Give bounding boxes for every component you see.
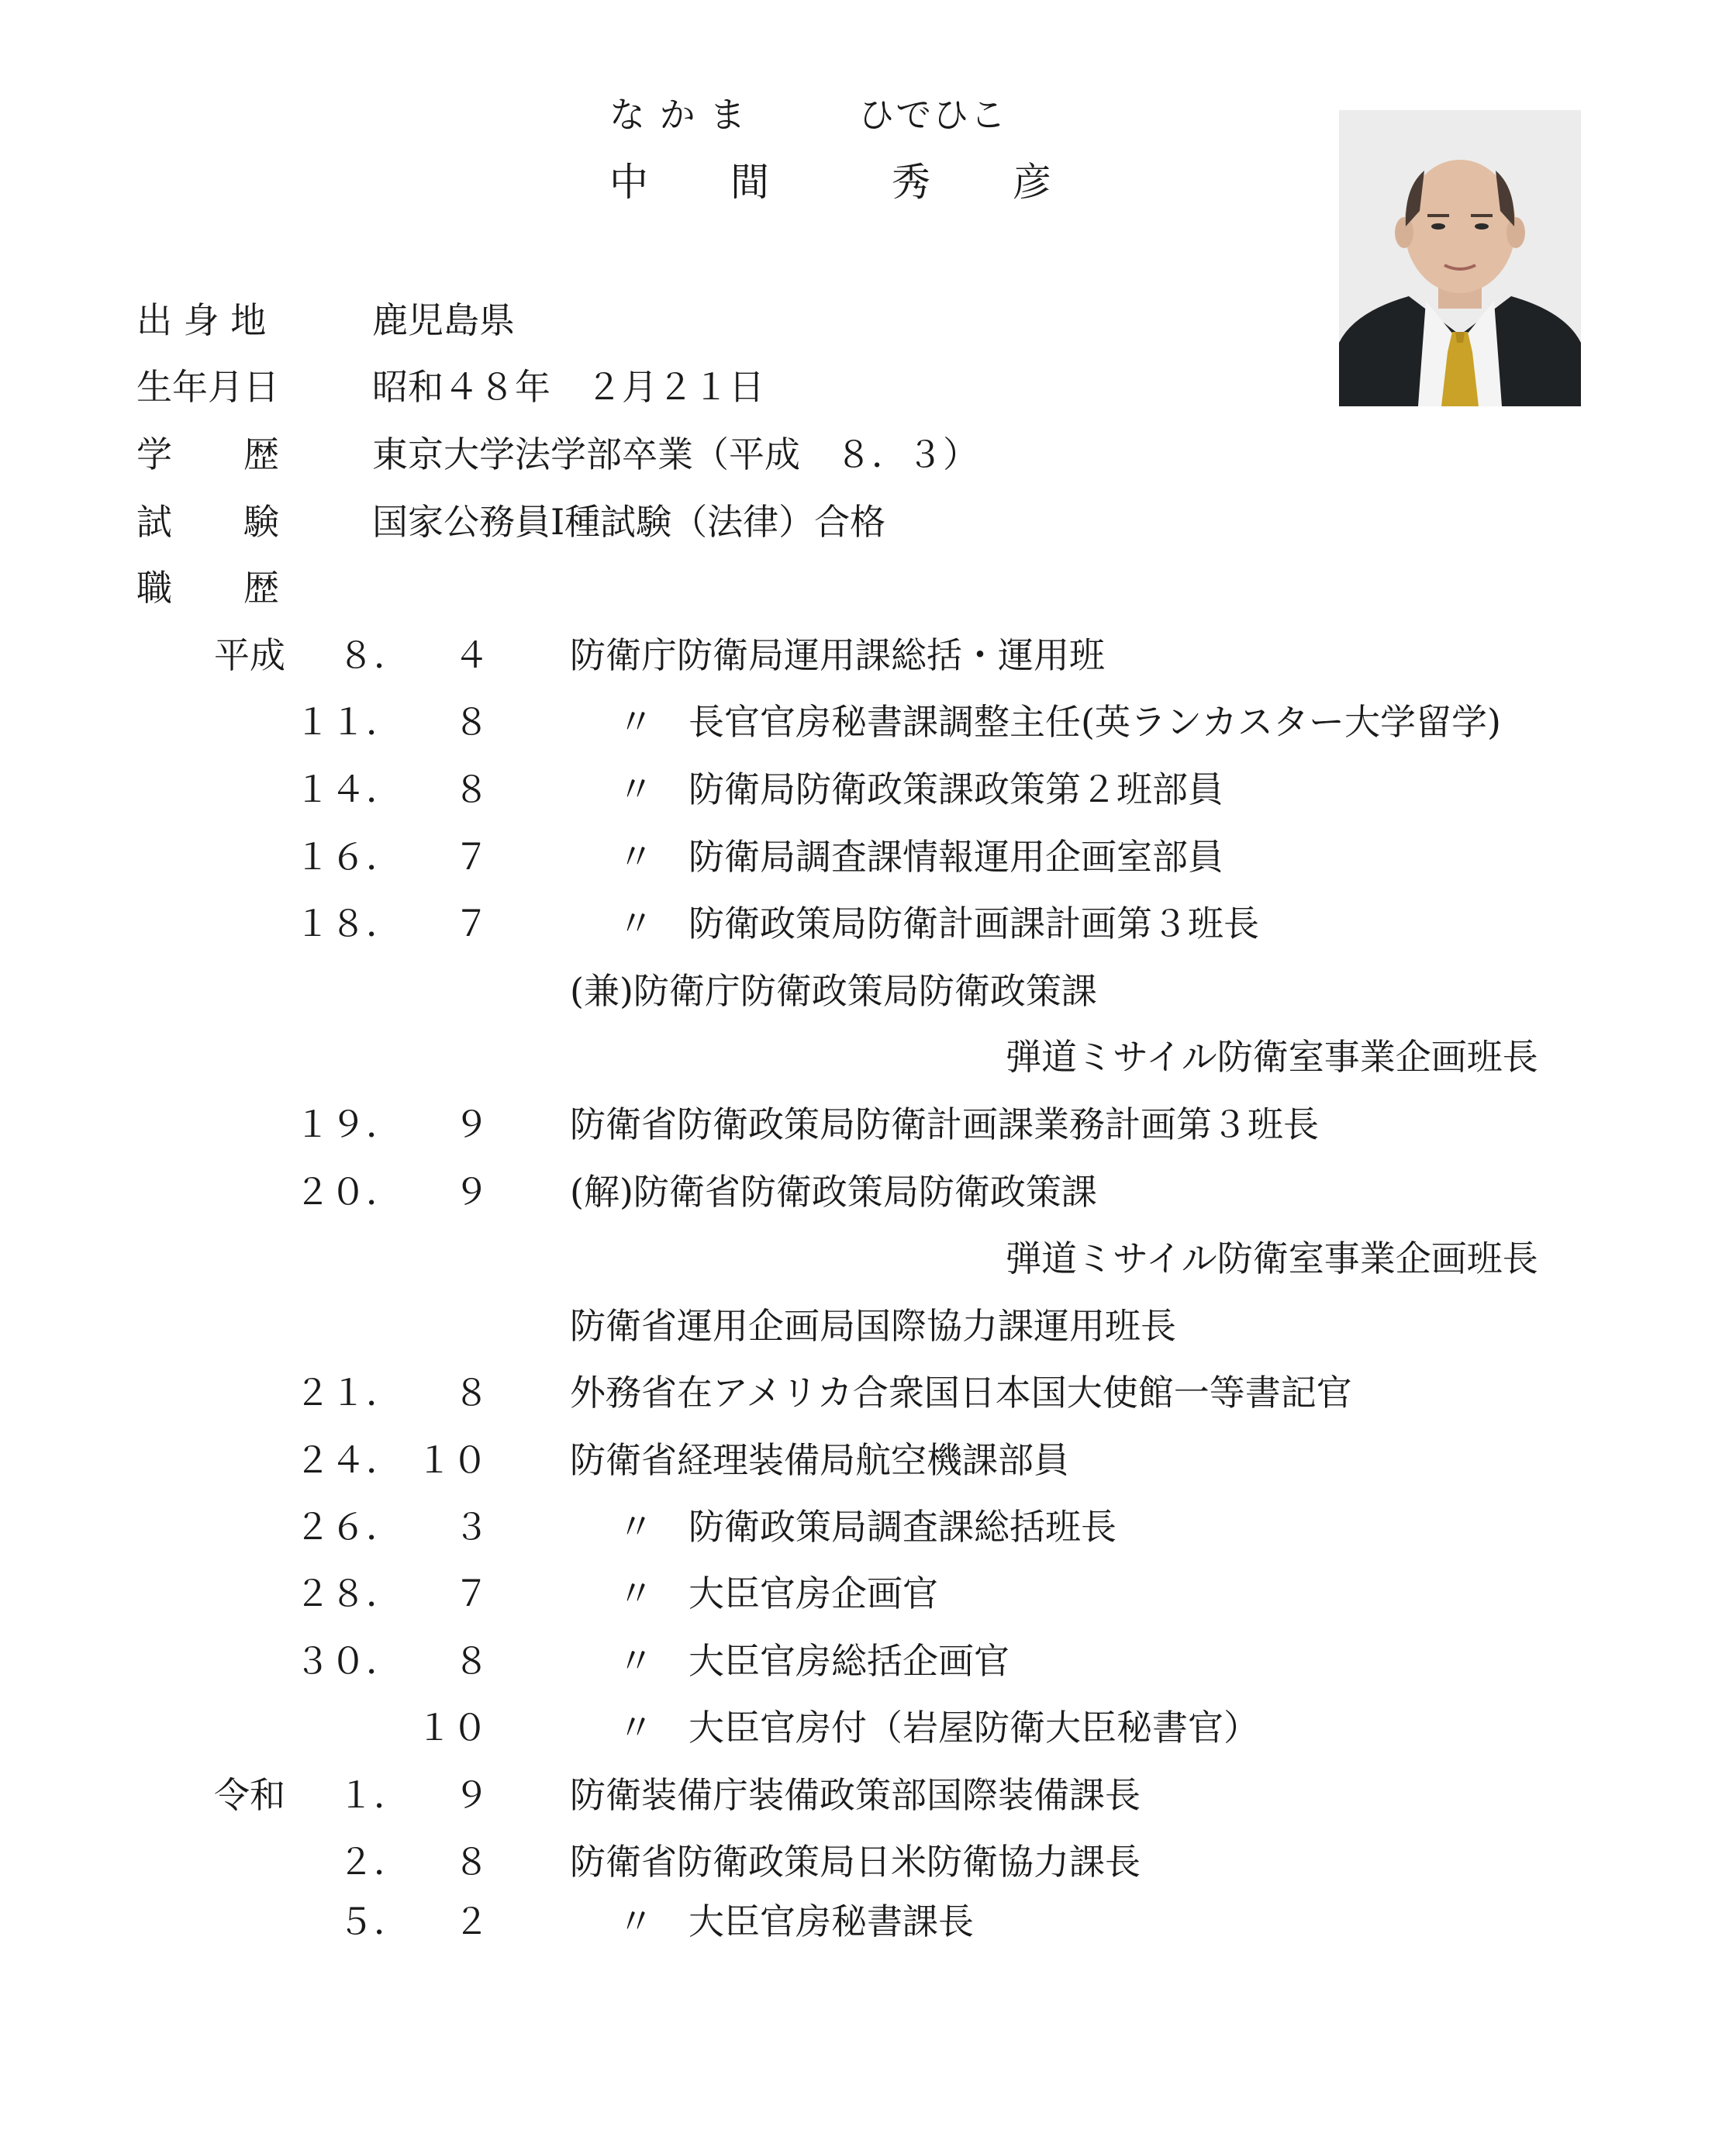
career-position: 防衛庁防衛局運用課総括・運用班 — [570, 634, 1105, 676]
career-position: 防衛政策局防衛計画課計画第３班長 — [689, 903, 1259, 944]
career-position: 大臣官房企画官 — [689, 1573, 938, 1614]
career-year: ５． — [338, 1901, 409, 1942]
ditto-mark: 〃 — [618, 701, 654, 743]
ditto-mark: 〃 — [618, 1573, 654, 1614]
career-year: １１． — [295, 701, 402, 743]
career-year: ２０． — [295, 1171, 402, 1213]
value-exam: 国家公務員Ⅰ種試験（法律）合格 — [372, 501, 886, 543]
career-year: ２４． — [295, 1439, 402, 1481]
value-education: 東京大学法学部卒業（平成 ８．３） — [372, 433, 978, 475]
career-month: ９ — [454, 1774, 489, 1816]
ditto-mark: 〃 — [618, 836, 654, 878]
label-exam: 試 験 — [136, 501, 279, 543]
career-month: ３ — [454, 1506, 489, 1548]
career-year: １４． — [295, 768, 402, 810]
label-birthplace: 出 身 地 — [136, 299, 267, 341]
career-year: ２． — [338, 1841, 409, 1883]
career-month: ８ — [454, 768, 489, 810]
ditto-mark: 〃 — [618, 1506, 654, 1548]
career-month: １０ — [416, 1439, 488, 1481]
label-birthdate: 生年月日 — [136, 366, 279, 408]
career-position: 防衛局防衛政策課政策第２班部員 — [689, 768, 1223, 810]
career-year: １９． — [295, 1103, 402, 1145]
career-position: (兼)防衛庁防衛政策局防衛政策課 — [570, 970, 1097, 1012]
career-month: ２ — [454, 1901, 489, 1942]
career-year: １６． — [295, 836, 402, 878]
career-month: ８ — [454, 1640, 489, 1682]
value-birthdate: 昭和４８年 ２月２１日 — [372, 366, 764, 408]
career-month: ７ — [454, 836, 489, 878]
career-position: 防衛省防衛政策局防衛計画課業務計画第３班長 — [570, 1103, 1319, 1145]
career-position: 大臣官房秘書課長 — [689, 1901, 974, 1942]
career-month: ９ — [454, 1171, 489, 1213]
career-year: １８． — [295, 903, 402, 944]
career-position: 長官官房秘書課調整主任(英ランカスター大学留学) — [689, 701, 1501, 743]
career-year: ２６． — [295, 1506, 402, 1548]
career-month: ８ — [454, 1841, 489, 1883]
name-kanji: 中 間 秀 彦 — [609, 160, 1053, 205]
career-position: 防衛省運用企画局国際協力課運用班長 — [570, 1305, 1176, 1347]
career-month: ８ — [454, 1372, 489, 1414]
career-position: 防衛局調査課情報運用企画室部員 — [689, 836, 1223, 878]
career-year: １． — [338, 1774, 409, 1816]
career-position: 防衛装備庁装備政策部国際装備課長 — [570, 1774, 1141, 1816]
career-year: ２８． — [295, 1573, 402, 1614]
ditto-mark: 〃 — [618, 1640, 654, 1682]
career-year: ２１． — [295, 1372, 402, 1414]
career-era: 令和 — [214, 1774, 285, 1816]
career-position: 弾道ミサイル防衛室事業企画班長 — [1006, 1036, 1538, 1078]
value-birthplace: 鹿児島県 — [372, 299, 515, 341]
career-era: 平成 — [214, 634, 285, 676]
label-education: 学 歴 — [136, 433, 279, 475]
name-reading: な か ま ひでひこ — [609, 94, 1008, 136]
career-position: 弾道ミサイル防衛室事業企画班長 — [1006, 1238, 1538, 1279]
career-position: 大臣官房総括企画官 — [689, 1640, 1010, 1682]
career-position: 防衛省経理装備局航空機課部員 — [570, 1439, 1069, 1481]
career-month: ９ — [454, 1103, 489, 1145]
label-career: 職 歴 — [136, 567, 279, 609]
career-month: ４ — [454, 634, 489, 676]
ditto-mark: 〃 — [618, 768, 654, 810]
career-month: ７ — [454, 903, 489, 944]
portrait-photo — [1339, 110, 1581, 406]
ditto-mark: 〃 — [618, 1901, 654, 1942]
career-position: 防衛省防衛政策局日米防衛協力課長 — [570, 1841, 1141, 1883]
career-position: 大臣官房付（岩屋防衛大臣秘書官） — [689, 1707, 1259, 1749]
ditto-mark: 〃 — [618, 1707, 654, 1749]
career-position: 防衛政策局調査課総括班長 — [689, 1506, 1116, 1548]
career-year: ８． — [338, 634, 409, 676]
ditto-mark: 〃 — [618, 903, 654, 944]
career-position: (解)防衛省防衛政策局防衛政策課 — [570, 1171, 1097, 1213]
career-month: １０ — [416, 1707, 488, 1749]
career-position: 外務省在アメリカ合衆国日本国大使館一等書記官 — [570, 1372, 1352, 1414]
career-month: ７ — [454, 1573, 489, 1614]
career-year: ３０． — [295, 1640, 402, 1682]
career-month: ８ — [454, 701, 489, 743]
